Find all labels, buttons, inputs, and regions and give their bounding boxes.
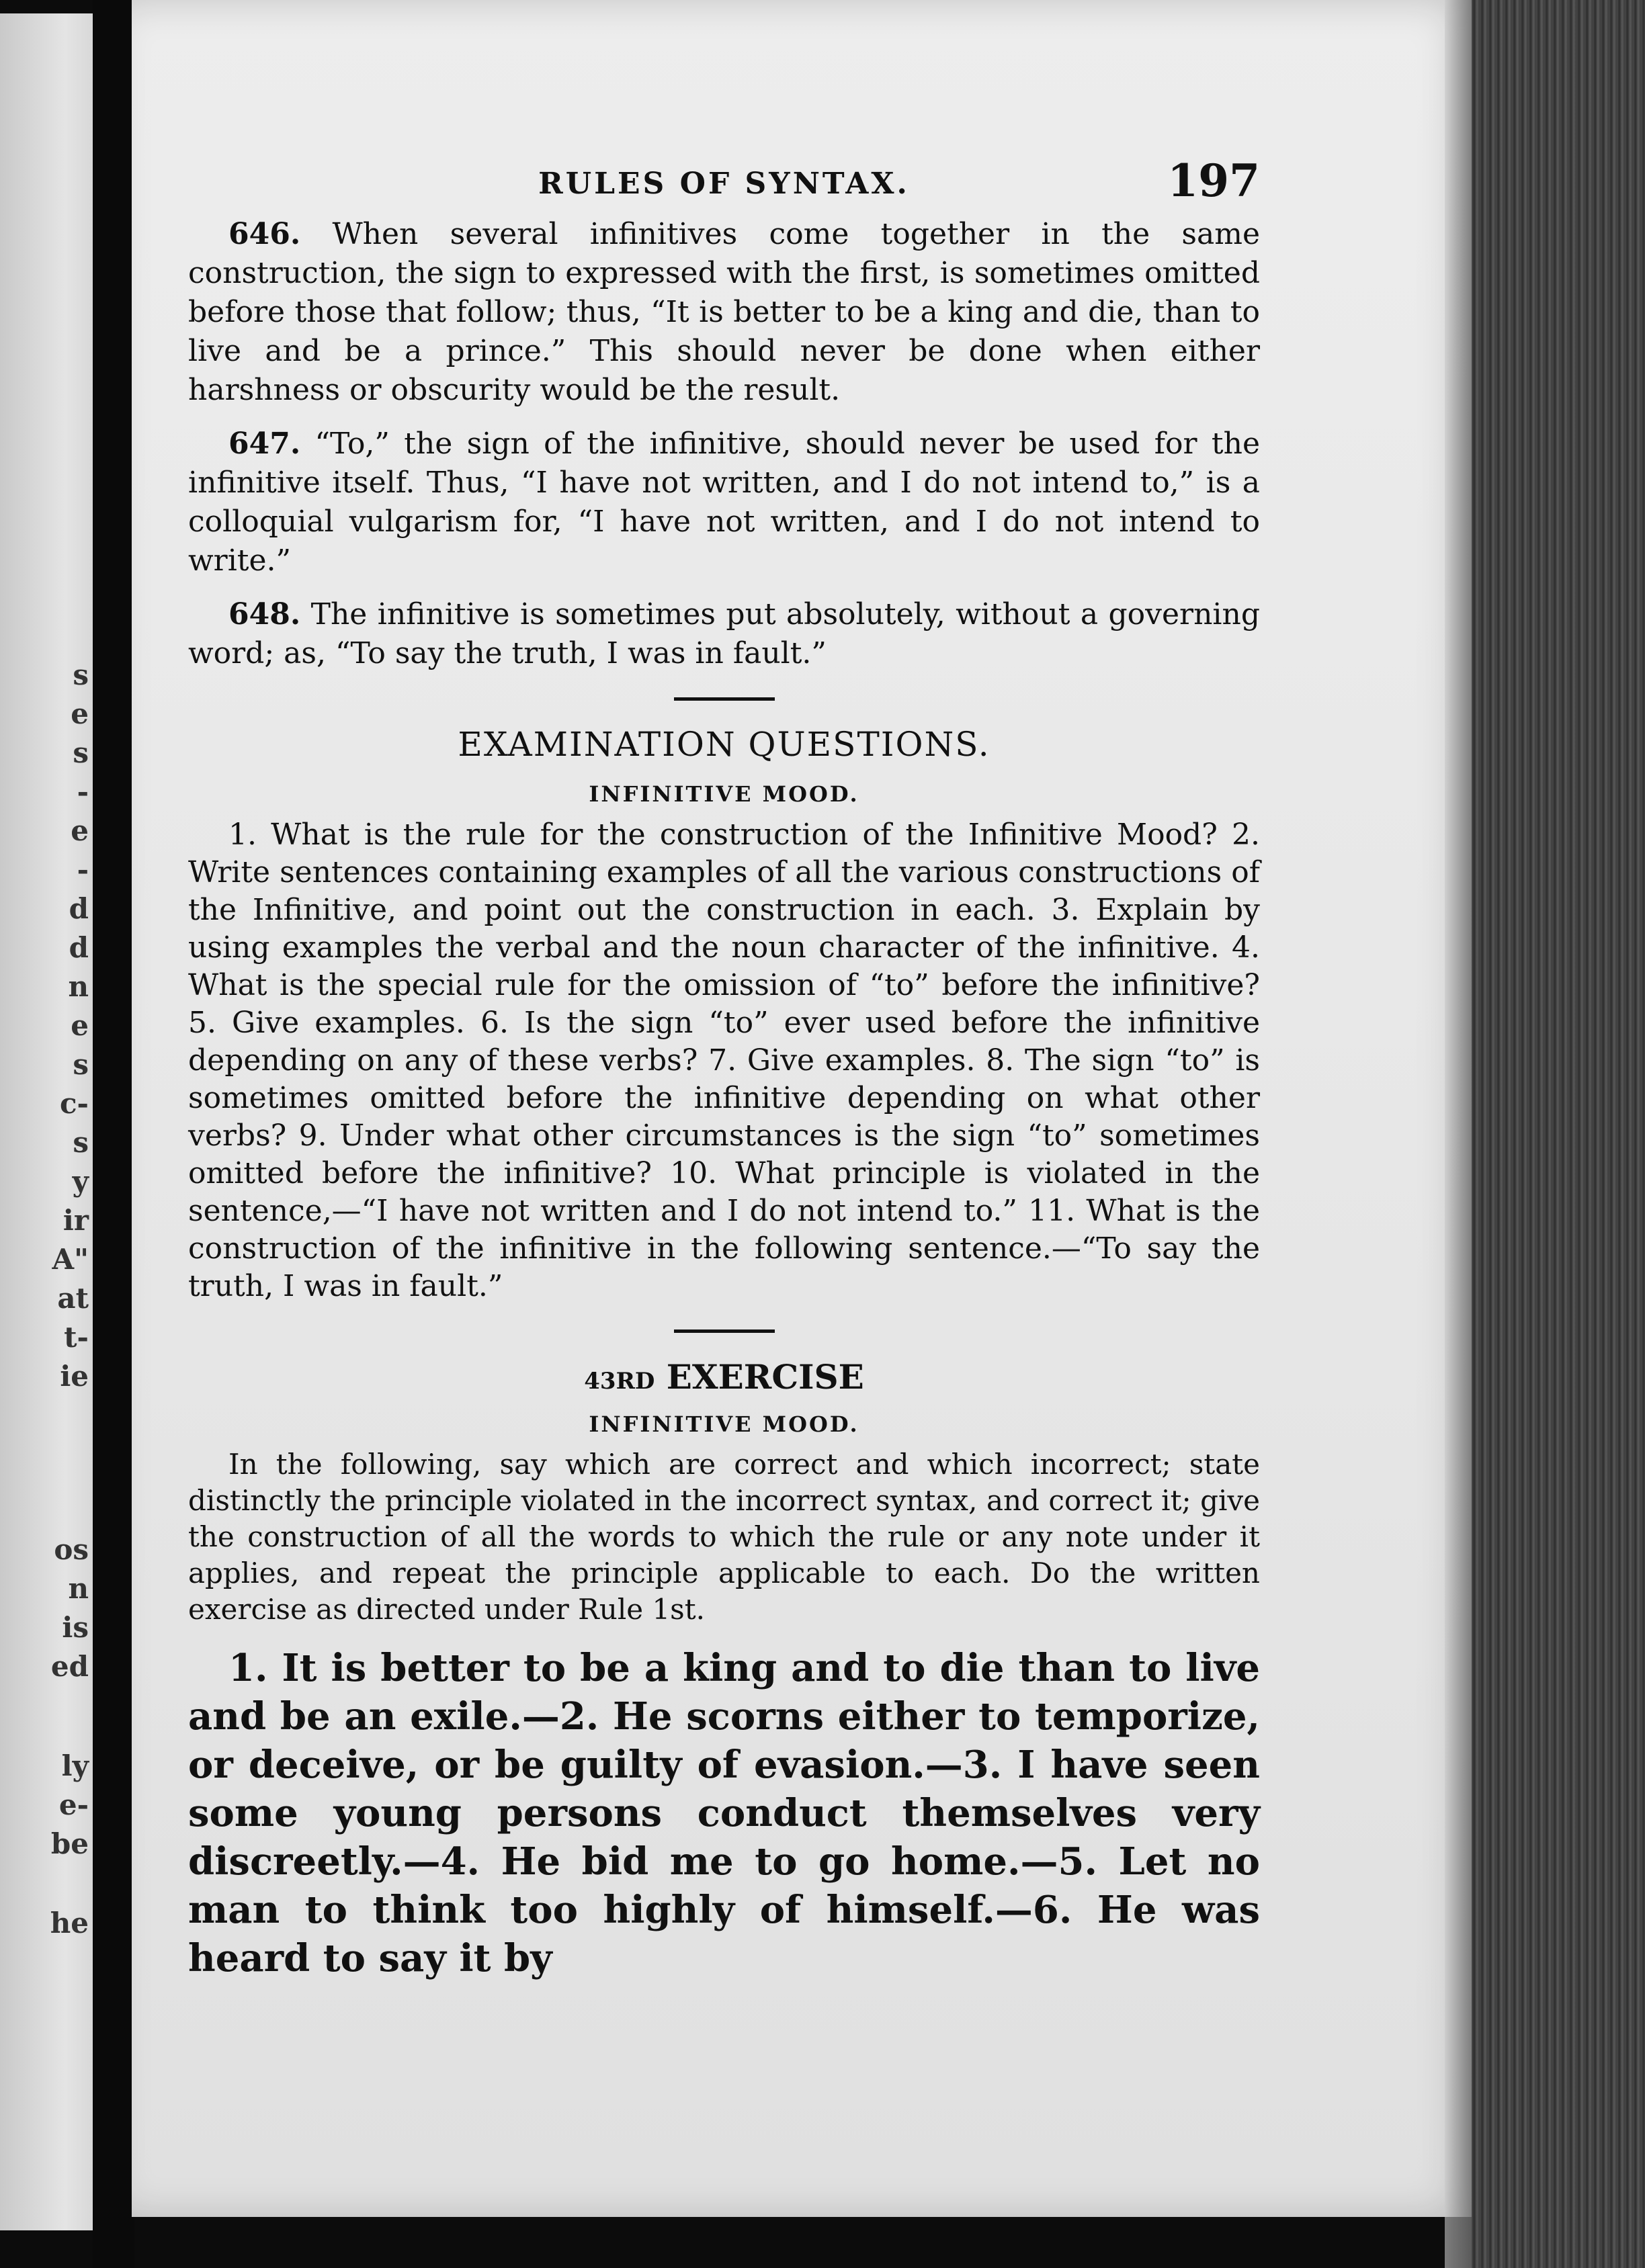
facing-page-fragment: s	[73, 658, 89, 691]
facing-page-edge	[0, 13, 93, 2230]
facing-page-fragment: ly	[61, 1749, 89, 1782]
facing-page-fragment: e-	[58, 1788, 89, 1821]
book-gutter	[93, 0, 134, 2268]
facing-page-fragment: he	[50, 1907, 89, 1939]
facing-page-fragment: e	[71, 814, 89, 847]
paragraph-text: “To,” the sign of the infinitive, should never be used for the infinitive itself. Thus, “I have not written, and I do not intend to,” is a colloquial vulgarism for, “I have not written, and I do not intend to write.”	[188, 427, 1260, 578]
facing-page-fragment: ir	[62, 1204, 89, 1237]
page-header	[188, 155, 1260, 215]
page-content	[188, 155, 1260, 1982]
page-stack-edge	[1472, 0, 1645, 2268]
facing-page-fragment: s	[73, 1126, 89, 1159]
section-divider	[674, 1329, 775, 1333]
facing-page-fragment: ie	[60, 1360, 89, 1393]
paragraph-646	[188, 215, 1260, 410]
facing-page-fragment: os	[54, 1533, 89, 1566]
facing-page-fragment: s	[73, 736, 89, 769]
exercise-sentences: 1. It is better to be a king and to die than to live and be an exile.—2. He scorns either to temporize, or deceive, or be guilty of evasion.—3. I have seen some young persons conduct themselves very discreetly.—4. He bid me to go home.—5. Let no man to think too highly of himself.—6. He was heard to say it by	[188, 1646, 1260, 1980]
facing-page-fragment: A"	[52, 1243, 89, 1276]
facing-page-fragment: -	[77, 853, 89, 886]
facing-page-fragment: be	[50, 1827, 89, 1860]
paragraph-number: 648.	[228, 597, 301, 631]
exercise-title	[188, 1357, 1260, 1397]
examination-questions: 1. What is the rule for the construction of the Infinitive Mood? 2. Write sentences containing examples of all the various constructions of the Infinitive, and point out the construction in each. 3. Explain by using examples the verbal and the noun character of the infinitive. 4. What is the special rule for the omission of “to” before the infinitive? 5. Give examples. 6. Is the sign “to” ever used before the infinitive depending on any of these verbs? 7. Give examples. 8. The sign “to” is sometimes omitted before the infinitive depending on what other verbs? 9. Under what other circumstances is the sign “to” sometimes omitted before the infinitive? 10. What principle is violated in the sentence,—“I have not written and I do not intend to.” 11. What is the construction of the infinitive in the following sentence.—“To say the truth, I was in fault.”	[188, 818, 1260, 1303]
facing-page-fragment: s	[73, 1048, 89, 1081]
exercise-subhead: INFINITIVE MOOD.	[589, 1411, 859, 1437]
paragraph-647	[188, 425, 1260, 580]
facing-page-fragment: e	[71, 1009, 89, 1042]
paragraph-648	[188, 595, 1260, 673]
facing-page-fragment: c-	[59, 1087, 89, 1120]
exercise-instructions: In the following, say which are correct and which incorrect; state distinctly the principle violated in the incorrect syntax, and correct it; give the construction of all the words to which the rule or any note under it applies, and repeat the principle applicable to each. Do the written exercise as directed under Rule 1st.	[188, 1448, 1260, 1626]
paragraph-number: 647.	[228, 427, 301, 461]
facing-page-fragment: n	[68, 1572, 89, 1605]
facing-page-fragment: ed	[50, 1650, 89, 1683]
facing-page-fragment: at	[57, 1282, 89, 1315]
exercise-ordinal: 43RD	[584, 1368, 655, 1395]
paragraph-text: When several infinitives come together in the same construction, the sign to expressed with the first, is sometimes omitted before those that follow; thus, “It is better to be a king and die, than to live and be a prince.” This should never be done when either harshness or obscurity would be the result.	[188, 217, 1260, 407]
facing-page-fragment: y	[72, 1165, 89, 1198]
facing-page-fragment: is	[62, 1611, 89, 1644]
facing-page-fragment: d	[69, 892, 89, 925]
examination-subhead: INFINITIVE MOOD.	[589, 781, 859, 807]
paragraph-text: The infinitive is sometimes put absolutely, without a governing word; as, “To say the truth, I was in fault.”	[188, 597, 1260, 670]
paragraph-number: 646.	[228, 217, 301, 251]
exercise-word: EXERCISE	[666, 1357, 864, 1397]
section-divider	[674, 697, 775, 701]
facing-page-fragment: t-	[64, 1321, 89, 1354]
facing-page-fragment: e	[71, 697, 89, 730]
examination-title: EXAMINATION QUESTIONS.	[458, 725, 990, 764]
page-number: 197	[1167, 155, 1260, 207]
facing-page-fragment: d	[69, 931, 89, 964]
running-head: RULES OF SYNTAX.	[538, 167, 910, 201]
facing-page-fragment: n	[68, 970, 89, 1003]
facing-page-fragment: -	[77, 775, 89, 808]
